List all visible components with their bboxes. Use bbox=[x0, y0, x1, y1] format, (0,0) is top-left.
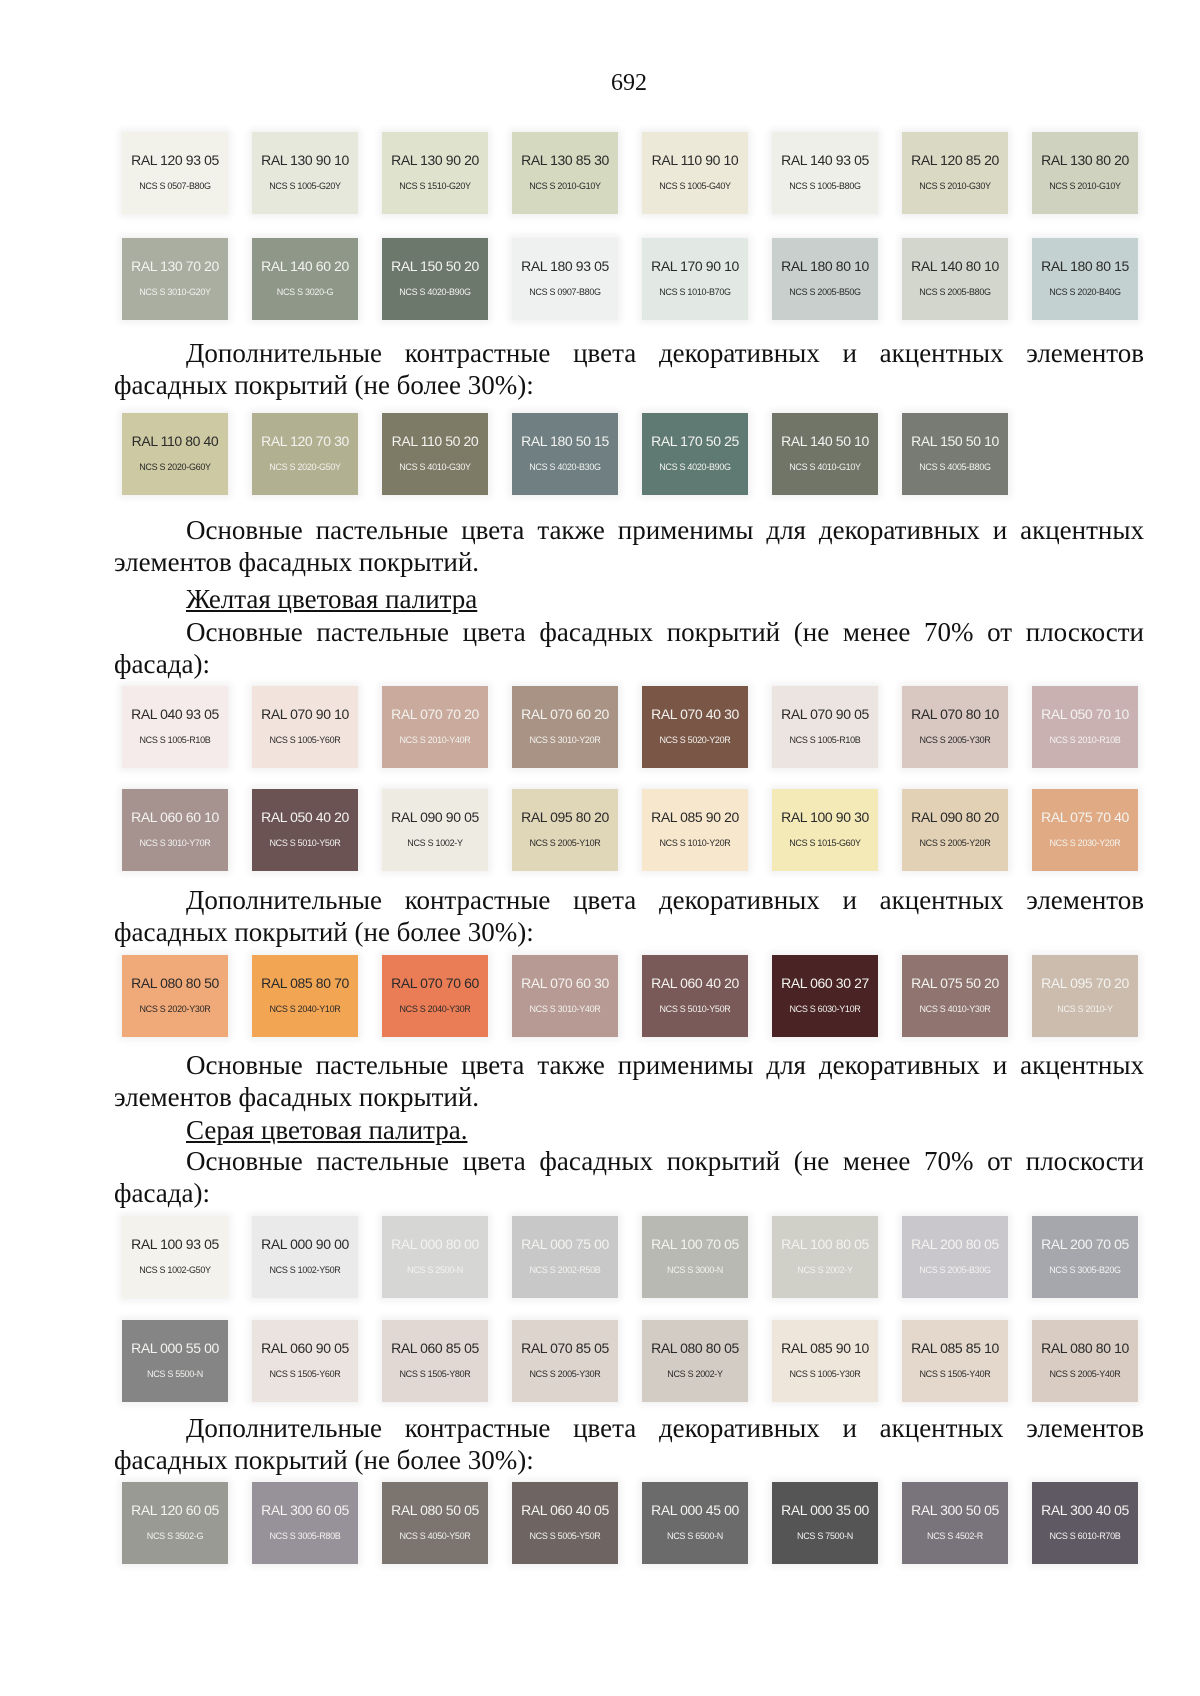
ncs-code: NCS S 1505-Y80R bbox=[399, 1369, 471, 1379]
ral-code: RAL 300 40 05 bbox=[1041, 1502, 1129, 1518]
ral-code: RAL 110 80 40 bbox=[131, 433, 219, 449]
ncs-code: NCS S 2010-G10Y bbox=[1049, 181, 1121, 191]
ncs-code: NCS S 3000-N bbox=[667, 1265, 723, 1275]
color-swatch bbox=[252, 789, 358, 871]
ral-code: RAL 180 93 05 bbox=[521, 258, 609, 274]
ncs-code: NCS S 2010-Y40R bbox=[399, 735, 471, 745]
ral-code: RAL 100 93 05 bbox=[131, 1236, 219, 1252]
ncs-code: NCS S 2030-Y20R bbox=[1049, 838, 1121, 848]
page-number: 692 bbox=[611, 70, 647, 96]
ncs-code: NCS S 2010-G10Y bbox=[529, 181, 601, 191]
color-swatch bbox=[512, 789, 618, 871]
ral-code: RAL 095 80 20 bbox=[521, 809, 609, 825]
color-swatch bbox=[902, 413, 1008, 495]
color-swatch bbox=[252, 238, 358, 320]
ral-code: RAL 000 35 00 bbox=[781, 1502, 869, 1518]
ral-code: RAL 070 85 05 bbox=[521, 1340, 609, 1356]
ncs-code: NCS S 0907-B80G bbox=[529, 287, 601, 297]
paragraph-line: Дополнительные контрастные цвета декоративных и акцентных элементов bbox=[186, 885, 1144, 915]
ncs-code: NCS S 2005-Y30R bbox=[529, 1369, 601, 1379]
color-swatch bbox=[382, 1482, 488, 1564]
color-swatch bbox=[642, 1216, 748, 1298]
ral-code: RAL 080 50 05 bbox=[391, 1502, 479, 1518]
ral-code: RAL 060 90 05 bbox=[261, 1340, 349, 1356]
paragraph-line: фасада): bbox=[114, 649, 210, 679]
ncs-code: NCS S 5010-Y50R bbox=[269, 838, 341, 848]
ral-code: RAL 150 50 10 bbox=[911, 433, 999, 449]
paragraph-line: фасадных покрытий (не более 30%): bbox=[114, 370, 534, 400]
ncs-code: NCS S 2020-G60Y bbox=[139, 462, 211, 472]
color-swatch bbox=[902, 132, 1008, 214]
ncs-code: NCS S 3010-Y20R bbox=[529, 735, 601, 745]
ncs-code: NCS S 3010-Y70R bbox=[139, 838, 211, 848]
ncs-code: NCS S 1005-G20Y bbox=[269, 181, 341, 191]
ral-code: RAL 000 80 00 bbox=[391, 1236, 479, 1252]
color-swatch bbox=[772, 238, 878, 320]
ral-code: RAL 140 50 10 bbox=[781, 433, 869, 449]
ral-code: RAL 170 90 10 bbox=[651, 258, 739, 274]
body-paragraph bbox=[114, 1412, 1144, 1476]
paragraph-line: фасадных покрытий (не более 30%): bbox=[114, 1445, 534, 1475]
ncs-code: NCS S 4010-G30Y bbox=[399, 462, 471, 472]
color-swatch bbox=[1032, 955, 1138, 1037]
ncs-code: NCS S 2005-B50G bbox=[789, 287, 861, 297]
color-swatch bbox=[382, 955, 488, 1037]
ral-code: RAL 080 80 05 bbox=[651, 1340, 739, 1356]
body-paragraph bbox=[114, 1049, 1144, 1113]
color-swatch bbox=[252, 686, 358, 768]
color-swatch bbox=[512, 686, 618, 768]
ncs-code: NCS S 1002-Y bbox=[407, 838, 463, 848]
color-swatch bbox=[902, 1216, 1008, 1298]
body-paragraph bbox=[114, 337, 1144, 401]
color-swatch bbox=[512, 955, 618, 1037]
color-swatch bbox=[512, 1216, 618, 1298]
color-swatch bbox=[252, 132, 358, 214]
color-swatch bbox=[642, 789, 748, 871]
ral-code: RAL 130 80 20 bbox=[1041, 152, 1129, 168]
paragraph-line: элементов фасадных покрытий. bbox=[114, 1082, 480, 1112]
ral-code: RAL 060 30 27 bbox=[781, 975, 869, 991]
color-swatch bbox=[122, 132, 228, 214]
color-swatch bbox=[642, 955, 748, 1037]
paragraph-line: Основные пастельные цвета фасадных покрытий (не менее 70% от плоскости bbox=[186, 617, 1144, 647]
color-swatch bbox=[122, 238, 228, 320]
ncs-code: NCS S 1005-R10B bbox=[139, 735, 211, 745]
ncs-code: NCS S 1005-B80G bbox=[789, 181, 861, 191]
ncs-code: NCS S 5500-N bbox=[147, 1369, 203, 1379]
ncs-code: NCS S 1010-B70G bbox=[659, 287, 731, 297]
ncs-code: NCS S 3502-G bbox=[146, 1531, 204, 1541]
color-swatch bbox=[642, 132, 748, 214]
color-swatch bbox=[772, 1482, 878, 1564]
ral-code: RAL 070 60 30 bbox=[521, 975, 609, 991]
paragraph-line: фасадных покрытий (не более 30%): bbox=[114, 917, 534, 947]
paragraph-line: элементов фасадных покрытий. bbox=[114, 547, 480, 577]
palette-heading: Серая цветовая палитра. bbox=[186, 1115, 468, 1145]
ncs-code: NCS S 2002-Y bbox=[667, 1369, 723, 1379]
ncs-code: NCS S 4502-R bbox=[927, 1531, 983, 1541]
color-swatch bbox=[252, 1320, 358, 1402]
color-swatch bbox=[382, 1216, 488, 1298]
ral-code: RAL 070 90 05 bbox=[781, 706, 869, 722]
ral-code: RAL 140 80 10 bbox=[911, 258, 999, 274]
ncs-code: NCS S 1002-G50Y bbox=[139, 1265, 211, 1275]
ral-code: RAL 120 93 05 bbox=[131, 152, 219, 168]
paragraph-line: Основные пастельные цвета также применимы для декоративных и акцентных bbox=[186, 1050, 1144, 1080]
ral-code: RAL 040 93 05 bbox=[131, 706, 219, 722]
ncs-code: NCS S 4010-G10Y bbox=[789, 462, 861, 472]
color-swatch bbox=[252, 413, 358, 495]
color-swatch bbox=[252, 1216, 358, 1298]
ncs-code: NCS S 2002-R50B bbox=[529, 1265, 601, 1275]
color-swatch bbox=[512, 1320, 618, 1402]
ncs-code: NCS S 7500-N bbox=[797, 1531, 853, 1541]
ncs-code: NCS S 2010-R10B bbox=[1049, 735, 1121, 745]
ral-code: RAL 130 90 10 bbox=[261, 152, 349, 168]
ral-code: RAL 070 70 20 bbox=[391, 706, 479, 722]
ncs-code: NCS S 1010-Y20R bbox=[659, 838, 731, 848]
ncs-code: NCS S 2005-Y30R bbox=[919, 735, 991, 745]
color-swatch bbox=[382, 132, 488, 214]
ral-code: RAL 095 70 20 bbox=[1041, 975, 1129, 991]
ral-code: RAL 140 93 05 bbox=[781, 152, 869, 168]
color-swatch bbox=[122, 413, 228, 495]
ncs-code: NCS S 1005-R10B bbox=[789, 735, 861, 745]
color-swatch bbox=[512, 413, 618, 495]
ral-code: RAL 180 80 15 bbox=[1041, 258, 1129, 274]
ral-code: RAL 060 40 05 bbox=[521, 1502, 609, 1518]
ncs-code: NCS S 1005-Y30R bbox=[789, 1369, 861, 1379]
ral-code: RAL 050 40 20 bbox=[261, 809, 349, 825]
ral-code: RAL 075 50 20 bbox=[911, 975, 999, 991]
ncs-code: NCS S 2020-B40G bbox=[1049, 287, 1121, 297]
ral-code: RAL 150 50 20 bbox=[391, 258, 479, 274]
ncs-code: NCS S 2040-Y10R bbox=[269, 1004, 341, 1014]
color-swatch bbox=[642, 686, 748, 768]
ncs-code: NCS S 3010-G20Y bbox=[139, 287, 211, 297]
body-paragraph bbox=[114, 884, 1144, 948]
color-swatch bbox=[1032, 1482, 1138, 1564]
ral-code: RAL 120 70 30 bbox=[261, 433, 349, 449]
ncs-code: NCS S 2010-G30Y bbox=[919, 181, 991, 191]
ncs-code: NCS S 2010-Y bbox=[1057, 1004, 1113, 1014]
ncs-code: NCS S 2005-B80G bbox=[919, 287, 991, 297]
color-swatch bbox=[252, 1482, 358, 1564]
color-swatch bbox=[1032, 789, 1138, 871]
ral-code: RAL 085 90 10 bbox=[781, 1340, 869, 1356]
color-swatch bbox=[512, 238, 618, 320]
ral-code: RAL 140 60 20 bbox=[261, 258, 349, 274]
color-swatch bbox=[902, 238, 1008, 320]
color-swatch bbox=[382, 1320, 488, 1402]
color-swatch bbox=[902, 955, 1008, 1037]
ncs-code: NCS S 6030-Y10R bbox=[789, 1004, 861, 1014]
ncs-code: NCS S 1015-G60Y bbox=[789, 838, 861, 848]
color-swatch bbox=[122, 789, 228, 871]
ncs-code: NCS S 4020-B90G bbox=[399, 287, 471, 297]
color-swatch bbox=[1032, 132, 1138, 214]
ncs-code: NCS S 5010-Y50R bbox=[659, 1004, 731, 1014]
color-swatch bbox=[252, 955, 358, 1037]
ral-code: RAL 070 70 60 bbox=[391, 975, 479, 991]
ral-code: RAL 000 90 00 bbox=[261, 1236, 349, 1252]
color-swatch bbox=[642, 1482, 748, 1564]
ncs-code: NCS S 2500-N bbox=[407, 1265, 463, 1275]
color-swatch bbox=[1032, 686, 1138, 768]
ncs-code: NCS S 3005-R80B bbox=[269, 1531, 341, 1541]
ral-code: RAL 000 45 00 bbox=[651, 1502, 739, 1518]
ral-code: RAL 060 85 05 bbox=[391, 1340, 479, 1356]
color-swatch bbox=[122, 1482, 228, 1564]
color-swatch bbox=[382, 238, 488, 320]
ral-code: RAL 090 90 05 bbox=[391, 809, 479, 825]
color-swatch bbox=[382, 789, 488, 871]
ncs-code: NCS S 6010-R70B bbox=[1049, 1531, 1121, 1541]
ncs-code: NCS S 4020-B90G bbox=[659, 462, 731, 472]
color-swatch bbox=[902, 1320, 1008, 1402]
ral-code: RAL 110 90 10 bbox=[651, 152, 739, 168]
ral-code: RAL 085 85 10 bbox=[911, 1340, 999, 1356]
ral-code: RAL 070 60 20 bbox=[521, 706, 609, 722]
color-swatch bbox=[512, 1482, 618, 1564]
ncs-code: NCS S 1005-Y60R bbox=[269, 735, 341, 745]
ral-code: RAL 120 60 05 bbox=[131, 1502, 219, 1518]
ral-code: RAL 200 70 05 bbox=[1041, 1236, 1129, 1252]
ral-code: RAL 100 90 30 bbox=[781, 809, 869, 825]
ral-code: RAL 120 85 20 bbox=[911, 152, 999, 168]
color-swatch bbox=[122, 1216, 228, 1298]
paragraph-line: Основные пастельные цвета также применимы для декоративных и акцентных bbox=[186, 515, 1144, 545]
ncs-code: NCS S 5020-Y20R bbox=[659, 735, 731, 745]
color-swatch bbox=[902, 1482, 1008, 1564]
ral-code: RAL 000 55 00 bbox=[131, 1340, 219, 1356]
ncs-code: NCS S 2020-Y30R bbox=[139, 1004, 211, 1014]
ral-code: RAL 080 80 50 bbox=[131, 975, 219, 991]
color-swatch bbox=[772, 955, 878, 1037]
ral-code: RAL 075 70 40 bbox=[1041, 809, 1129, 825]
ncs-code: NCS S 4020-B30G bbox=[529, 462, 601, 472]
ral-code: RAL 085 80 70 bbox=[261, 975, 349, 991]
ral-code: RAL 090 80 20 bbox=[911, 809, 999, 825]
ral-code: RAL 070 40 30 bbox=[651, 706, 739, 722]
ncs-code: NCS S 2005-Y20R bbox=[919, 838, 991, 848]
ral-code: RAL 180 80 10 bbox=[781, 258, 869, 274]
color-swatch bbox=[902, 686, 1008, 768]
ral-code: RAL 000 75 00 bbox=[521, 1236, 609, 1252]
color-swatch bbox=[772, 132, 878, 214]
ral-code: RAL 080 80 10 bbox=[1041, 1340, 1129, 1356]
ncs-code: NCS S 1005-G40Y bbox=[659, 181, 731, 191]
ral-code: RAL 110 50 20 bbox=[391, 433, 479, 449]
color-swatch bbox=[772, 789, 878, 871]
ral-code: RAL 170 50 25 bbox=[651, 433, 739, 449]
ncs-code: NCS S 1002-Y50R bbox=[269, 1265, 341, 1275]
ral-code: RAL 060 60 10 bbox=[131, 809, 219, 825]
paragraph-line: фасада): bbox=[114, 1178, 210, 1208]
ncs-code: NCS S 4050-Y50R bbox=[399, 1531, 471, 1541]
ral-code: RAL 100 80 05 bbox=[781, 1236, 869, 1252]
ncs-code: NCS S 4005-B80G bbox=[919, 462, 991, 472]
ncs-code: NCS S 2005-B30G bbox=[919, 1265, 991, 1275]
ral-code: RAL 050 70 10 bbox=[1041, 706, 1129, 722]
ral-code: RAL 180 50 15 bbox=[521, 433, 609, 449]
paragraph-line: Дополнительные контрастные цвета декоративных и акцентных элементов bbox=[186, 1413, 1144, 1443]
color-swatch bbox=[122, 1320, 228, 1402]
paragraph-line: Основные пастельные цвета фасадных покрытий (не менее 70% от плоскости bbox=[186, 1146, 1144, 1176]
color-swatch bbox=[122, 686, 228, 768]
ral-code: RAL 130 70 20 bbox=[131, 258, 219, 274]
ncs-code: NCS S 3005-B20G bbox=[1049, 1265, 1121, 1275]
ncs-code: NCS S 1505-Y40R bbox=[919, 1369, 991, 1379]
palette-heading: Желтая цветовая палитра bbox=[186, 584, 478, 614]
ral-code: RAL 060 40 20 bbox=[651, 975, 739, 991]
color-swatch bbox=[772, 1216, 878, 1298]
ncs-code: NCS S 6500-N bbox=[667, 1531, 723, 1541]
color-swatch bbox=[1032, 238, 1138, 320]
color-swatch bbox=[382, 413, 488, 495]
ncs-code: NCS S 1505-Y60R bbox=[269, 1369, 341, 1379]
body-paragraph bbox=[114, 514, 1144, 578]
ncs-code: NCS S 2002-Y bbox=[797, 1265, 853, 1275]
paragraph-line: Дополнительные контрастные цвета декоративных и акцентных элементов bbox=[186, 338, 1144, 368]
color-swatch bbox=[642, 1320, 748, 1402]
color-swatch bbox=[772, 413, 878, 495]
ncs-code: NCS S 0507-B80G bbox=[139, 181, 211, 191]
ncs-code: NCS S 3010-Y40R bbox=[529, 1004, 601, 1014]
ral-code: RAL 085 90 20 bbox=[651, 809, 739, 825]
ncs-code: NCS S 2005-Y10R bbox=[529, 838, 601, 848]
ncs-code: NCS S 5005-Y50R bbox=[529, 1531, 601, 1541]
ral-code: RAL 300 50 05 bbox=[911, 1502, 999, 1518]
color-swatch bbox=[902, 789, 1008, 871]
color-swatch bbox=[642, 238, 748, 320]
ncs-code: NCS S 3020-G bbox=[276, 287, 334, 297]
color-swatch bbox=[1032, 1216, 1138, 1298]
ral-code: RAL 100 70 05 bbox=[651, 1236, 739, 1252]
body-paragraph bbox=[114, 1145, 1144, 1209]
ral-code: RAL 070 90 10 bbox=[261, 706, 349, 722]
ncs-code: NCS S 4010-Y30R bbox=[919, 1004, 991, 1014]
color-swatch bbox=[772, 686, 878, 768]
ral-code: RAL 130 85 30 bbox=[521, 152, 609, 168]
ncs-code: NCS S 2005-Y40R bbox=[1049, 1369, 1121, 1379]
ncs-code: NCS S 1510-G20Y bbox=[399, 181, 471, 191]
body-paragraph bbox=[114, 616, 1144, 680]
color-swatch bbox=[512, 132, 618, 214]
ral-code: RAL 070 80 10 bbox=[911, 706, 999, 722]
color-swatch bbox=[642, 413, 748, 495]
color-swatch bbox=[382, 686, 488, 768]
ral-code: RAL 200 80 05 bbox=[911, 1236, 999, 1252]
ncs-code: NCS S 2040-Y30R bbox=[399, 1004, 471, 1014]
ncs-code: NCS S 2020-G50Y bbox=[269, 462, 341, 472]
color-swatch bbox=[772, 1320, 878, 1402]
ral-code: RAL 300 60 05 bbox=[261, 1502, 349, 1518]
ral-code: RAL 130 90 20 bbox=[391, 152, 479, 168]
color-swatch bbox=[122, 955, 228, 1037]
color-swatch bbox=[1032, 1320, 1138, 1402]
